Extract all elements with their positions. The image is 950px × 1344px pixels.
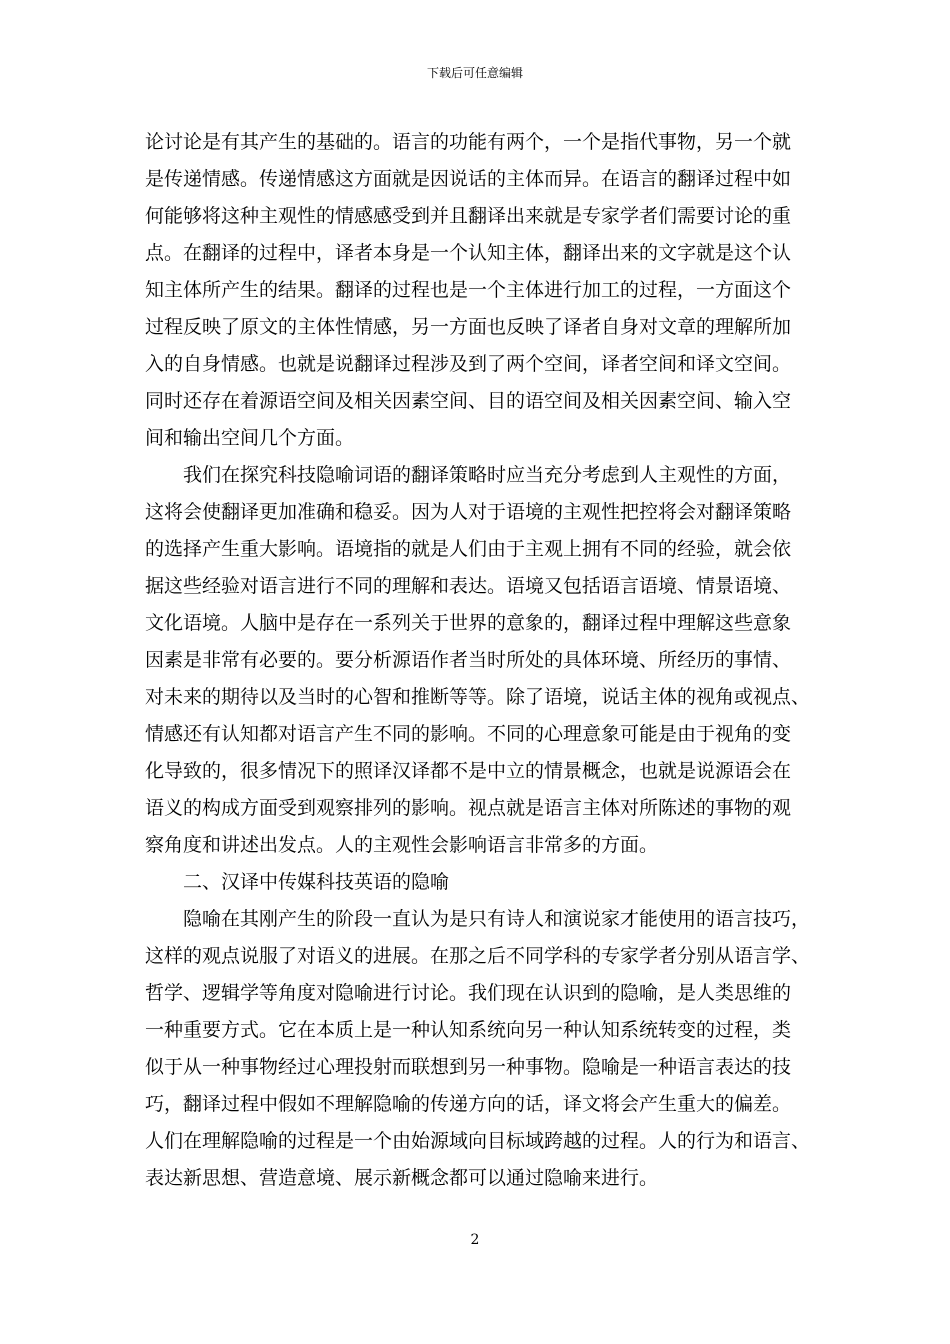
text-line: 哲学、逻辑学等角度对隐喻进行讨论。我们现在认识到的隐喻，是人类思维的 bbox=[145, 982, 792, 1004]
text-line: 的选择产生重大影响。语境指的就是人们由于主观上拥有不同的经验，就会依 bbox=[145, 538, 792, 560]
text-line: 知主体所产生的结果。翻译的过程也是一个主体进行加工的过程，一方面这个 bbox=[145, 279, 792, 301]
body-text bbox=[145, 124, 825, 1234]
text-line: 文化语境。人脑中是存在一系列关于世界的意象的，翻译过程中理解这些意象 bbox=[145, 612, 792, 634]
text-line: 人们在理解隐喻的过程是一个由始源域向目标域跨越的过程。人的行为和语言、 bbox=[145, 1130, 811, 1152]
text-line: 何能够将这种主观性的情感感受到并且翻译出来就是专家学者们需要讨论的重 bbox=[145, 205, 792, 227]
text-line: 这将会使翻译更加准确和稳妥。因为人对于语境的主观性把控将会对翻译策略 bbox=[145, 501, 792, 523]
section-heading: 二、汉译中传媒科技英语的隐喻 bbox=[183, 871, 450, 893]
text-line: 入的自身情感。也就是说翻译过程涉及到了两个空间，译者空间和译文空间。 bbox=[145, 353, 792, 375]
text-line: 似于从一种事物经过心理投射而联想到另一种事物。隐喻是一种语言表达的技 bbox=[145, 1056, 792, 1078]
text-line: 一种重要方式。它在本质上是一种认知系统向另一种认知系统转变的过程，类 bbox=[145, 1019, 792, 1041]
text-line: 语义的构成方面受到观察排列的影响。视点就是语言主体对所陈述的事物的观 bbox=[145, 797, 792, 819]
text-line: 对未来的期待以及当时的心智和推断等等。除了语境，说话主体的视角或视点、 bbox=[145, 686, 811, 708]
text-line: 表达新思想、营造意境、展示新概念都可以通过隐喻来进行。 bbox=[145, 1167, 659, 1189]
text-line: 因素是非常有必要的。要分析源语作者当时所处的具体环境、所经历的事情、 bbox=[145, 649, 792, 671]
text-line: 是传递情感。传递情感这方面就是因说话的主体而异。在语言的翻译过程中如 bbox=[145, 168, 792, 190]
text-line: 这样的观点说服了对语义的进展。在那之后不同学科的专家学者分别从语言学、 bbox=[145, 945, 811, 967]
text-line: 间和输出空间几个方面。 bbox=[145, 427, 355, 449]
page-header: 下载后可任意编辑 bbox=[426, 66, 523, 80]
paragraph-first-line: 我们在探究科技隐喻词语的翻译策略时应当充分考虑到人主观性的方面， bbox=[183, 464, 792, 486]
text-line: 情感还有认知都对语言产生不同的影响。不同的心理意象可能是由于视角的变 bbox=[145, 723, 792, 745]
text-line: 化导致的，很多情况下的照译汉译都不是中立的情景概念，也就是说源语会在 bbox=[145, 760, 792, 782]
page-number: 2 bbox=[470, 1232, 480, 1248]
text-line: 同时还存在着源语空间及相关因素空间、目的语空间及相关因素空间、输入空 bbox=[145, 390, 792, 412]
text-line: 巧，翻译过程中假如不理解隐喻的传递方向的话，译文将会产生重大的偏差。 bbox=[145, 1093, 792, 1115]
text-line: 点。在翻译的过程中，译者本身是一个认知主体，翻译出来的文字就是这个认 bbox=[145, 242, 792, 264]
text-line: 论讨论是有其产生的基础的。语言的功能有两个，一个是指代事物，另一个就 bbox=[145, 131, 792, 153]
text-line: 察角度和讲述出发点。人的主观性会影响语言非常多的方面。 bbox=[145, 834, 659, 856]
text-line: 过程反映了原文的主体性情感，另一方面也反映了译者自身对文章的理解所加 bbox=[145, 316, 792, 338]
text-line: 据这些经验对语言进行不同的理解和表达。语境又包括语言语境、情景语境、 bbox=[145, 575, 792, 597]
paragraph-first-line: 隐喻在其刚产生的阶段一直认为是只有诗人和演说家才能使用的语言技巧， bbox=[183, 908, 811, 930]
text-line bbox=[145, 1197, 825, 1234]
